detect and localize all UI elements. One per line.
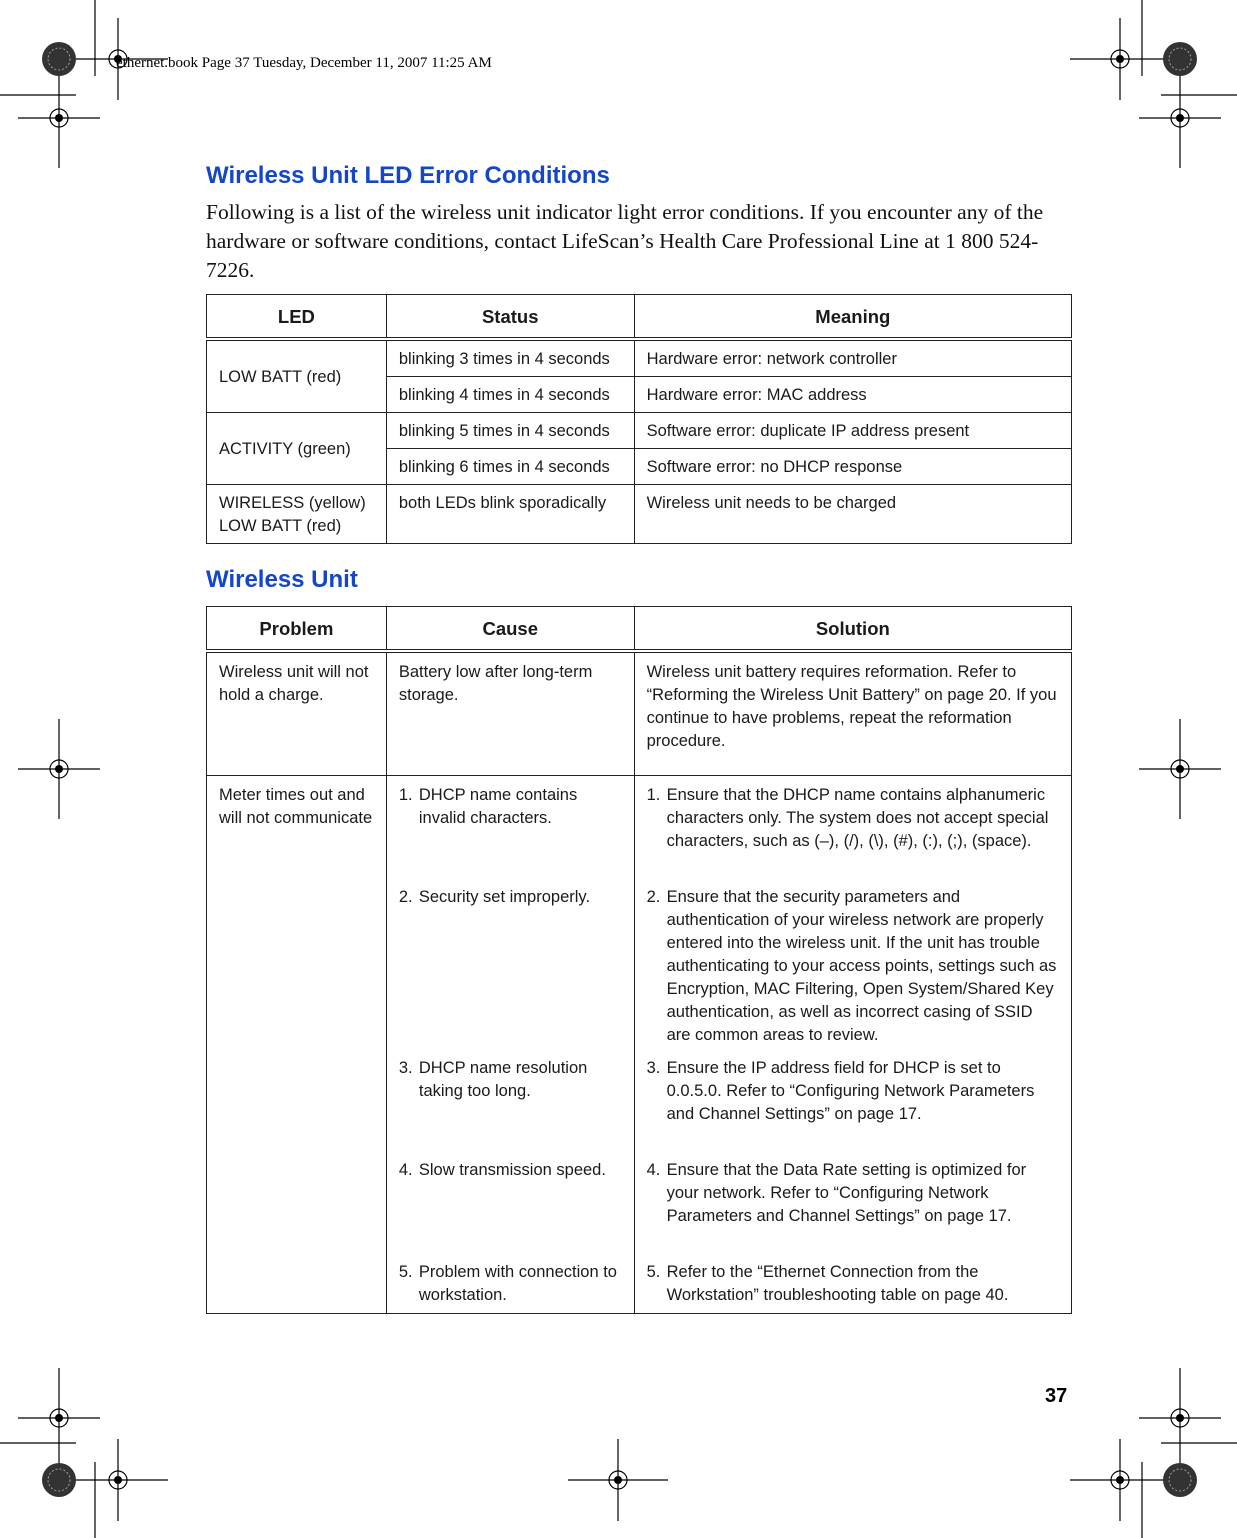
status-cell: blinking 4 times in 4 seconds (386, 377, 634, 413)
troubleshooting-table (206, 606, 1072, 1314)
table-header-row (207, 607, 1072, 652)
cause-item (399, 886, 622, 1057)
item-number: 2. (646, 887, 661, 906)
led-cell: ACTIVITY (green) (207, 413, 387, 485)
solution-item (647, 1261, 1059, 1307)
solution-item (647, 886, 1059, 1057)
item-number: 4. (646, 1160, 661, 1179)
led-cell: LOW BATT (red) (207, 339, 387, 413)
meaning-cell: Software error: duplicate IP address present (634, 413, 1071, 449)
meaning-cell: Wireless unit needs to be charged (634, 485, 1071, 544)
item-number: 5. (398, 1262, 413, 1281)
cause-item (399, 1159, 622, 1261)
section-title-led-errors: Wireless Unit LED Error Conditions (206, 162, 610, 189)
solution-item (647, 784, 1059, 886)
table-row (207, 775, 1072, 1313)
solution-text: Ensure that the security parameters and authentication of your wireless network are properly entered into the wireless unit. If the unit has trouble authenticating to your access points, settings such as Encryption, MAC Filtering, Open System/Shared Key authentication, as well as incorrect casing of SSID are common areas to review. (666, 887, 1057, 1044)
column-header-meaning: Meaning (634, 295, 1071, 340)
led-line: LOW BATT (red) (219, 517, 342, 535)
item-number: 3. (646, 1058, 661, 1077)
item-number: 1. (398, 785, 413, 804)
cause-text: Security set improperly. (418, 887, 591, 906)
cause-cell (386, 775, 634, 1313)
solution-text: Ensure that the DHCP name contains alphanumeric characters only. The system does not accept special characters, such as (–), (/), (\), (#), (:), (;), (space). (666, 785, 1049, 850)
problem-cell: Wireless unit will not hold a charge. (207, 651, 387, 775)
solution-cell: Wireless unit battery requires reformation. Refer to “Reforming the Wireless Unit Battery” on page 20. If you continue to have problems, repeat the reformation procedure. (634, 651, 1071, 775)
led-cell (207, 485, 387, 544)
status-cell: blinking 6 times in 4 seconds (386, 449, 634, 485)
cause-item (399, 784, 622, 886)
item-number: 4. (398, 1160, 413, 1179)
cause-text: DHCP name resolution taking too long. (418, 1058, 588, 1100)
status-cell: both LEDs blink sporadically (386, 485, 634, 544)
page-number: 37 (1045, 1385, 1068, 1407)
table-header-row (207, 295, 1072, 340)
item-number: 1. (646, 785, 661, 804)
cause-cell: Battery low after long-term storage. (386, 651, 634, 775)
column-header-led: LED (207, 295, 387, 340)
solution-item (647, 1159, 1059, 1261)
item-number: 2. (398, 887, 413, 906)
led-line: WIRELESS (yellow) (219, 494, 366, 512)
table-row (207, 339, 1072, 377)
led-error-table (206, 294, 1072, 544)
cause-text: Problem with connection to workstation. (418, 1262, 617, 1304)
cause-text: DHCP name contains invalid characters. (418, 785, 578, 827)
cause-item (399, 1261, 622, 1307)
meaning-cell: Software error: no DHCP response (634, 449, 1071, 485)
solution-item (647, 1057, 1059, 1159)
item-number: 3. (398, 1058, 413, 1077)
column-header-status: Status (386, 295, 634, 340)
solution-text: Ensure the IP address field for DHCP is set to 0.0.5.0. Refer to “Configuring Network Parameters and Channel Settings” on page 17. (666, 1058, 1035, 1123)
column-header-cause: Cause (386, 607, 634, 652)
table-row (207, 485, 1072, 544)
print-header-info: ethernet.book Page 37 Tuesday, December 11, 2007 11:25 AM (116, 55, 492, 71)
solution-text: Ensure that the Data Rate setting is optimized for your network. Refer to “Configuring Network Parameters and Channel Settings” on page 17. (666, 1160, 1027, 1225)
solution-text: Refer to the “Ethernet Connection from the Workstation” troubleshooting table on page 40. (666, 1262, 1009, 1304)
table-row (207, 651, 1072, 775)
table-row (207, 413, 1072, 449)
cause-item (399, 1057, 622, 1159)
intro-paragraph: Following is a list of the wireless unit indicator light error conditions. If you encounter any of the hardware or software conditions, contact LifeScan’s Health Care Professional Line at 1 800 524-7226. (206, 200, 1044, 282)
status-cell: blinking 5 times in 4 seconds (386, 413, 634, 449)
meaning-cell: Hardware error: MAC address (634, 377, 1071, 413)
solution-cell (634, 775, 1071, 1313)
column-header-problem: Problem (207, 607, 387, 652)
meaning-cell: Hardware error: network controller (634, 339, 1071, 377)
column-header-solution: Solution (634, 607, 1071, 652)
status-cell: blinking 3 times in 4 seconds (386, 339, 634, 377)
cause-text: Slow transmission speed. (418, 1160, 606, 1179)
item-number: 5. (646, 1262, 661, 1281)
problem-cell: Meter times out and will not communicate (207, 775, 387, 1313)
section-title-wireless-unit: Wireless Unit (206, 566, 358, 593)
